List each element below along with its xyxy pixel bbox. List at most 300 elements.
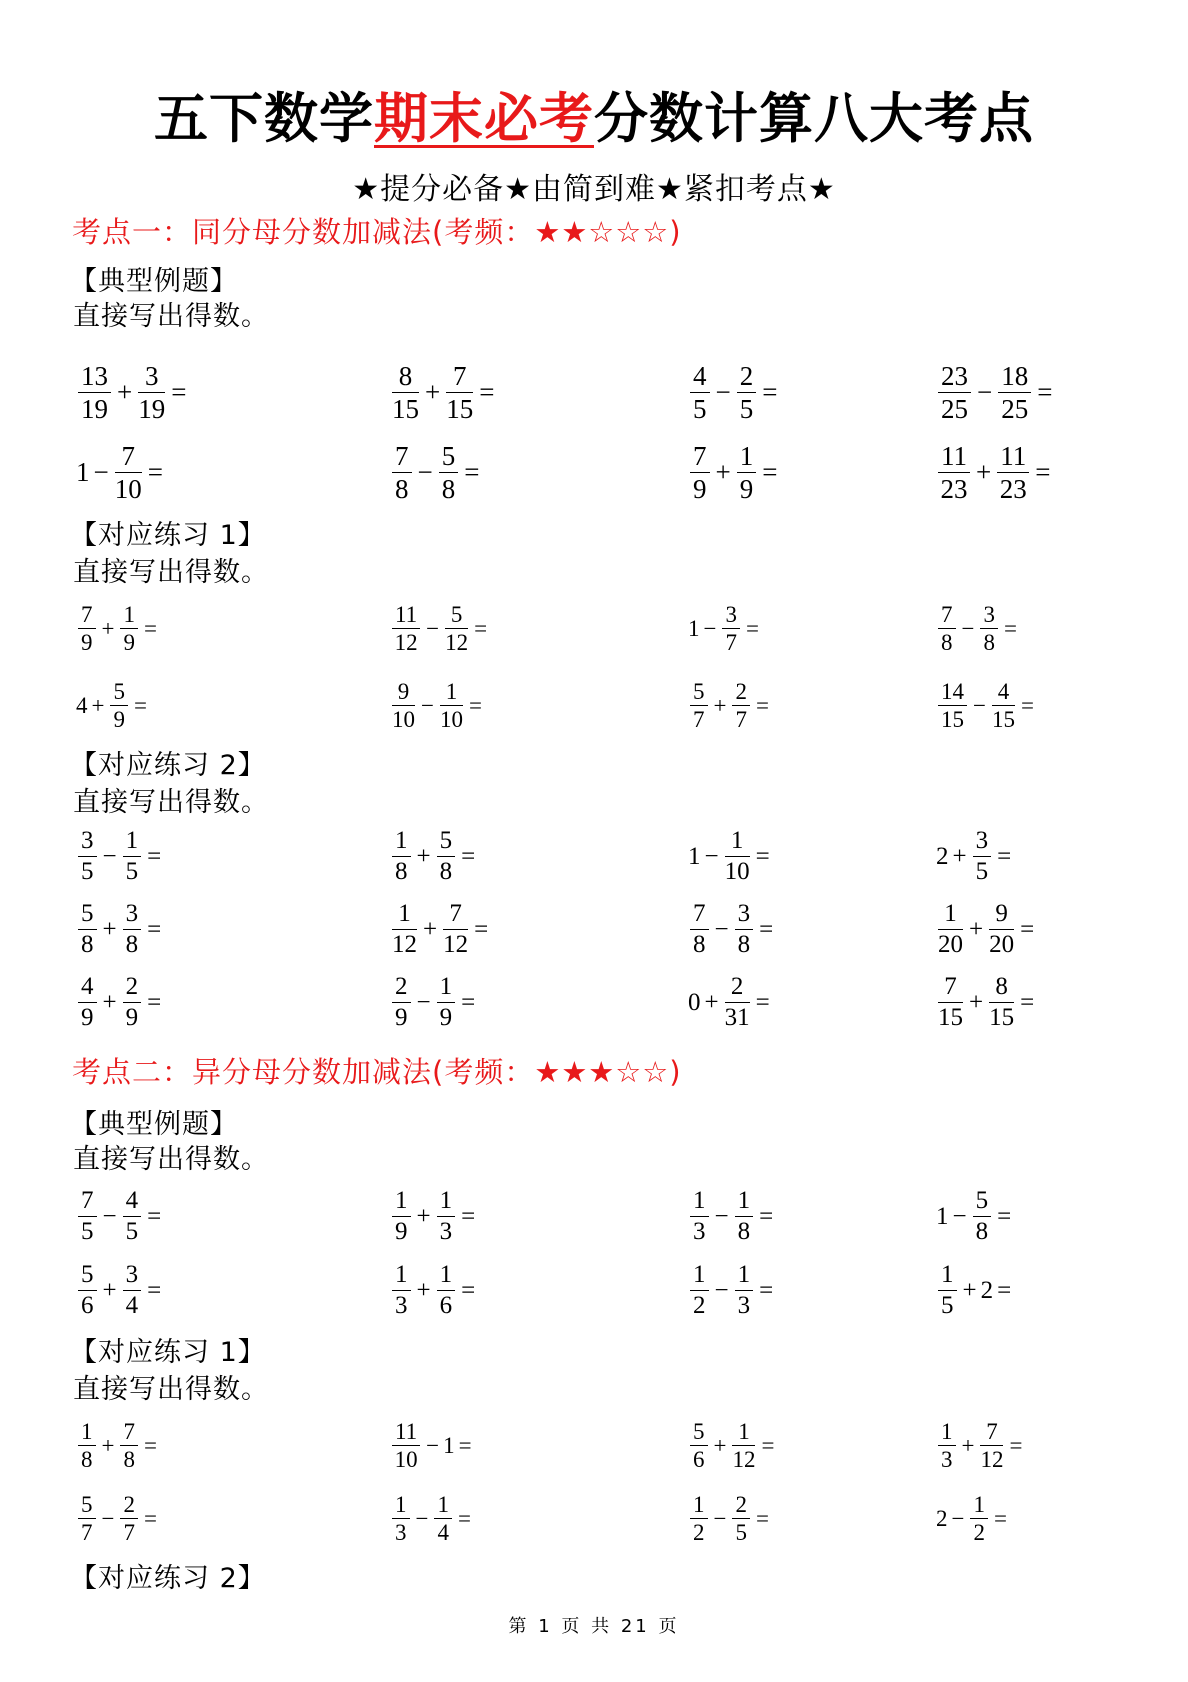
block-label: 【典型例题】 [70, 1109, 238, 1140]
section-1-heading: 考点一：同分母分数加减法(考频：★★☆☆☆) [72, 215, 682, 249]
number: 1 [443, 1433, 455, 1459]
denominator: 6 [439, 1291, 453, 1319]
operator: = [461, 988, 476, 1016]
denominator: 5 [941, 1291, 954, 1319]
number: 0 [688, 988, 701, 1016]
fraction [392, 441, 412, 504]
operator: = [464, 456, 480, 487]
fraction [78, 1187, 97, 1246]
number: 1 [688, 842, 701, 870]
numerator: 1 [392, 1492, 410, 1520]
operator: = [474, 915, 489, 943]
numerator: 7 [120, 1419, 138, 1447]
numerator: 3 [722, 602, 740, 630]
operator: + [715, 456, 731, 487]
operator: = [997, 1202, 1012, 1230]
numerator: 1 [970, 1492, 988, 1520]
title-suffix: 分数计算八大考点 [594, 87, 1034, 150]
fraction-problem [686, 441, 779, 504]
fraction-problem [934, 679, 1036, 734]
block-instruction: 直接写出得数。 [73, 1144, 269, 1175]
denominator: 10 [392, 707, 415, 733]
fraction [690, 1187, 709, 1246]
denominator: 12 [443, 930, 469, 958]
block-label: 【典型例题】 [70, 266, 238, 297]
operator: − [714, 915, 729, 943]
fraction-problem [74, 679, 149, 734]
fraction [732, 1419, 755, 1474]
denominator: 15 [989, 1003, 1015, 1031]
operator: + [416, 1202, 431, 1230]
denominator: 3 [941, 1447, 953, 1473]
operator: = [461, 1202, 476, 1230]
denominator: 10 [439, 707, 463, 733]
fraction [446, 361, 473, 424]
fraction-problem [74, 900, 163, 959]
numerator: 7 [115, 441, 142, 473]
fraction [690, 1492, 708, 1547]
denominator: 15 [991, 707, 1015, 733]
operator: + [713, 693, 727, 719]
numerator: 4 [992, 679, 1015, 707]
numerator: 5 [78, 1492, 96, 1520]
denominator: 8 [941, 630, 953, 656]
operator: + [423, 915, 438, 943]
operator: − [961, 616, 975, 642]
operator: − [703, 616, 717, 642]
denominator: 15 [938, 1003, 963, 1031]
numerator: 2 [120, 1492, 138, 1520]
fraction [392, 827, 411, 886]
operator: = [458, 1433, 472, 1459]
numerator: 5 [78, 900, 97, 930]
numerator: 1 [690, 1187, 709, 1217]
fraction-problem [74, 827, 163, 886]
fraction-problem [934, 441, 1052, 504]
denominator: 10 [394, 1447, 418, 1473]
fraction [737, 441, 757, 504]
operator: − [102, 842, 117, 870]
fraction [78, 1419, 96, 1474]
fraction-problem [74, 1419, 159, 1474]
fraction [992, 679, 1015, 734]
denominator: 5 [125, 1217, 139, 1245]
denominator: 10 [724, 857, 750, 885]
operator: − [426, 1433, 440, 1459]
numerator: 3 [735, 900, 754, 930]
fraction [78, 361, 111, 424]
denominator: 3 [737, 1291, 751, 1319]
operator: − [952, 1202, 967, 1230]
operator: = [457, 1506, 471, 1532]
numerator: 5 [437, 827, 456, 857]
operator: + [962, 1276, 977, 1304]
fraction-problem [388, 361, 496, 424]
numerator: 1 [938, 1419, 956, 1447]
fraction [392, 1492, 410, 1547]
operator: + [91, 693, 105, 719]
numerator: 5 [690, 679, 708, 707]
fraction [445, 602, 468, 657]
numerator: 7 [392, 441, 412, 473]
numerator: 7 [78, 602, 96, 630]
operator: = [1037, 376, 1053, 407]
fraction-problem [686, 1261, 775, 1320]
numerator: 1 [732, 1419, 755, 1447]
operator: = [461, 842, 476, 870]
fraction-problem [934, 1419, 1024, 1474]
denominator: 2 [693, 1520, 705, 1546]
operator: = [759, 1202, 774, 1230]
fraction [690, 900, 709, 959]
numerator: 1 [938, 900, 963, 930]
operator: + [969, 915, 984, 943]
denominator: 7 [693, 707, 705, 733]
denominator: 3 [395, 1520, 407, 1546]
fraction [437, 1261, 456, 1320]
fraction [725, 827, 750, 886]
operator: = [147, 915, 162, 943]
numerator: 7 [446, 361, 473, 393]
fraction [434, 1492, 452, 1547]
operator: − [415, 1506, 429, 1532]
operator: − [102, 1202, 117, 1230]
fraction-problem [74, 361, 188, 424]
fraction-problem [934, 1492, 1009, 1547]
denominator: 20 [938, 930, 963, 958]
denominator: 9 [123, 630, 135, 656]
fraction [732, 1492, 750, 1547]
fraction [690, 441, 710, 504]
numerator: 1 [437, 973, 456, 1003]
fraction-problem [74, 441, 165, 504]
denominator: 9 [113, 707, 125, 733]
operator: = [143, 1506, 157, 1532]
operator: = [759, 1276, 774, 1304]
numerator: 13 [78, 361, 111, 393]
fraction-problem [934, 1261, 1013, 1320]
operator: − [426, 616, 440, 642]
fraction [973, 1187, 992, 1246]
fraction-problem [388, 973, 477, 1032]
denominator: 6 [693, 1447, 705, 1473]
fraction [78, 827, 97, 886]
fraction-problem [74, 973, 163, 1032]
fraction-problem [388, 1187, 477, 1246]
fraction-problem [934, 1187, 1013, 1246]
fraction-problem [934, 361, 1054, 424]
operator: = [1009, 1433, 1023, 1459]
numerator: 2 [392, 973, 411, 1003]
denominator: 15 [446, 393, 474, 424]
operator: = [171, 376, 187, 407]
numerator: 1 [120, 602, 138, 630]
operator: = [997, 1276, 1012, 1304]
operator: + [713, 1433, 727, 1459]
block-label: 【对应练习 1】 [70, 520, 266, 551]
fraction-problem [686, 827, 772, 886]
numerator: 1 [725, 827, 750, 857]
operator: − [714, 1276, 729, 1304]
numerator: 1 [392, 900, 417, 930]
fraction [938, 900, 963, 959]
denominator: 20 [989, 930, 1015, 958]
block-label: 【对应练习 2】 [70, 750, 266, 781]
operator: − [951, 1506, 965, 1532]
operator: = [147, 1202, 162, 1230]
fraction [78, 973, 97, 1032]
denominator: 12 [980, 1447, 1004, 1473]
denominator: 8 [395, 857, 408, 885]
numerator: 3 [973, 827, 992, 857]
fraction [437, 973, 456, 1032]
denominator: 7 [735, 707, 747, 733]
fraction [938, 1419, 956, 1474]
denominator: 8 [737, 1217, 751, 1245]
numerator: 11 [938, 441, 970, 473]
denominator: 7 [81, 1520, 93, 1546]
fraction [443, 900, 468, 959]
fraction [938, 602, 956, 657]
operator: = [143, 616, 157, 642]
fraction-problem [686, 900, 775, 959]
numerator: 2 [732, 1492, 750, 1520]
fraction [123, 900, 142, 959]
numerator: 1 [434, 1492, 452, 1520]
operator: + [102, 1276, 117, 1304]
fraction [980, 602, 998, 657]
block-label: 【对应练习 2】 [70, 1563, 266, 1594]
denominator: 8 [737, 930, 751, 958]
numerator: 8 [989, 973, 1014, 1003]
numerator: 1 [392, 827, 411, 857]
operator: = [147, 1276, 162, 1304]
numerator: 4 [78, 973, 97, 1003]
number: 2 [936, 1506, 948, 1532]
fraction [78, 602, 96, 657]
operator: + [101, 616, 115, 642]
denominator: 9 [439, 1003, 453, 1031]
operator: + [425, 376, 441, 407]
numerator: 1 [690, 1261, 709, 1291]
fraction [938, 973, 963, 1032]
denominator: 31 [724, 1003, 750, 1031]
fraction-problem [686, 1187, 775, 1246]
fraction-problem [388, 679, 484, 734]
fraction [690, 1419, 708, 1474]
fraction-problem [388, 1419, 474, 1474]
denominator: 19 [81, 393, 108, 424]
operator: = [762, 456, 778, 487]
fraction [78, 1261, 97, 1320]
fraction [138, 361, 165, 424]
fraction [120, 1419, 138, 1474]
operator: = [474, 616, 488, 642]
fraction-problem [686, 361, 779, 424]
fraction-problem [388, 900, 490, 959]
number: 2 [936, 842, 949, 870]
fraction-problem [388, 1492, 473, 1547]
page-footer: 第 1 页 共 21 页 [508, 1616, 680, 1637]
operator: = [762, 376, 778, 407]
fraction-problem [686, 679, 771, 734]
operator: = [147, 842, 162, 870]
fraction [735, 1187, 754, 1246]
numerator: 11 [392, 602, 420, 630]
operator: = [133, 693, 147, 719]
operator: = [997, 842, 1012, 870]
numerator: 2 [123, 973, 142, 1003]
numerator: 5 [445, 602, 468, 630]
operator: − [421, 693, 434, 719]
fraction [123, 1261, 142, 1320]
fraction-problem [388, 1261, 477, 1320]
numerator: 1 [735, 1187, 754, 1217]
operator: = [755, 693, 769, 719]
numerator: 1 [78, 1419, 96, 1447]
operator: = [761, 1433, 775, 1459]
fraction-problem [74, 602, 159, 657]
denominator: 8 [81, 1447, 93, 1473]
fraction [110, 679, 128, 734]
fraction [732, 679, 750, 734]
numerator: 1 [392, 1187, 411, 1217]
operator: − [93, 456, 109, 487]
denominator: 7 [123, 1520, 135, 1546]
numerator: 9 [392, 679, 415, 707]
denominator: 12 [392, 930, 417, 958]
denominator: 9 [693, 473, 707, 504]
denominator: 8 [441, 473, 456, 504]
numerator: 2 [725, 973, 750, 1003]
fraction [392, 1187, 411, 1246]
fraction [115, 441, 142, 504]
operator: + [416, 1276, 431, 1304]
denominator: 8 [983, 630, 995, 656]
block-label: 【对应练习 1】 [70, 1337, 266, 1368]
fraction [392, 900, 417, 959]
fraction [970, 1492, 988, 1547]
operator: = [1020, 988, 1035, 1016]
numerator: 1 [437, 1261, 456, 1291]
operator: = [755, 988, 770, 1016]
page-title [0, 84, 1188, 154]
fraction [973, 827, 992, 886]
fraction-problem [934, 973, 1036, 1032]
fraction [980, 1419, 1003, 1474]
denominator: 9 [125, 1003, 139, 1031]
denominator: 4 [125, 1291, 139, 1319]
fraction [392, 602, 420, 657]
operator: = [993, 1506, 1007, 1532]
number: 1 [76, 456, 90, 487]
denominator: 12 [732, 1447, 756, 1473]
denominator: 5 [81, 1217, 94, 1245]
numerator: 1 [437, 1187, 456, 1217]
denominator: 3 [395, 1291, 408, 1319]
fraction [938, 361, 971, 424]
denominator: 3 [693, 1217, 706, 1245]
fraction-problem [686, 973, 772, 1032]
numerator: 7 [938, 602, 956, 630]
denominator: 8 [693, 930, 706, 958]
operator: = [147, 456, 163, 487]
block-instruction: 直接写出得数。 [73, 557, 269, 588]
numerator: 1 [440, 679, 463, 707]
numerator: 1 [392, 1261, 411, 1291]
block-instruction: 直接写出得数。 [73, 301, 269, 332]
fraction-problem [388, 441, 481, 504]
fraction [989, 973, 1014, 1032]
fraction [690, 679, 708, 734]
numerator: 18 [998, 361, 1031, 393]
fraction-problem [934, 900, 1036, 959]
denominator: 8 [975, 1217, 989, 1245]
denominator: 15 [941, 707, 964, 733]
denominator: 10 [114, 473, 142, 504]
numerator: 4 [690, 361, 710, 393]
denominator: 15 [392, 393, 419, 424]
numerator: 5 [78, 1261, 97, 1291]
numerator: 7 [78, 1187, 97, 1217]
fraction [938, 441, 970, 504]
denominator: 5 [125, 857, 139, 885]
numerator: 3 [123, 1261, 142, 1291]
operator: + [976, 456, 992, 487]
fraction-problem [934, 827, 1013, 886]
operator: = [147, 988, 162, 1016]
numerator: 8 [392, 361, 419, 393]
operator: = [755, 1506, 769, 1532]
numerator: 5 [690, 1419, 708, 1447]
operator: + [102, 988, 117, 1016]
number: 2 [980, 1276, 994, 1304]
numerator: 2 [737, 361, 757, 393]
fraction [123, 1187, 142, 1246]
block-instruction: 直接写出得数。 [73, 787, 269, 818]
fraction [725, 973, 750, 1032]
denominator: 3 [439, 1217, 453, 1245]
denominator: 5 [735, 1520, 747, 1546]
operator: = [1020, 693, 1034, 719]
numerator: 1 [123, 827, 142, 857]
denominator: 8 [125, 930, 139, 958]
operator: + [704, 988, 719, 1016]
denominator: 7 [725, 630, 737, 656]
numerator: 23 [938, 361, 971, 393]
denominator: 8 [81, 930, 94, 958]
operator: + [961, 1433, 975, 1459]
fraction [392, 1419, 420, 1474]
number: 1 [936, 1202, 949, 1230]
operator: + [952, 842, 967, 870]
fraction-problem [74, 1261, 163, 1320]
operator: − [973, 693, 986, 719]
fraction [690, 361, 710, 424]
fraction [78, 1492, 96, 1547]
numerator: 1 [938, 1261, 957, 1291]
operator: − [713, 1506, 727, 1532]
fraction [735, 900, 754, 959]
fraction [440, 679, 463, 734]
numerator: 3 [123, 900, 142, 930]
fraction [392, 973, 411, 1032]
numerator: 1 [735, 1261, 754, 1291]
operator: + [416, 842, 431, 870]
operator: − [977, 376, 993, 407]
fraction [120, 602, 138, 657]
denominator: 25 [1001, 393, 1029, 424]
